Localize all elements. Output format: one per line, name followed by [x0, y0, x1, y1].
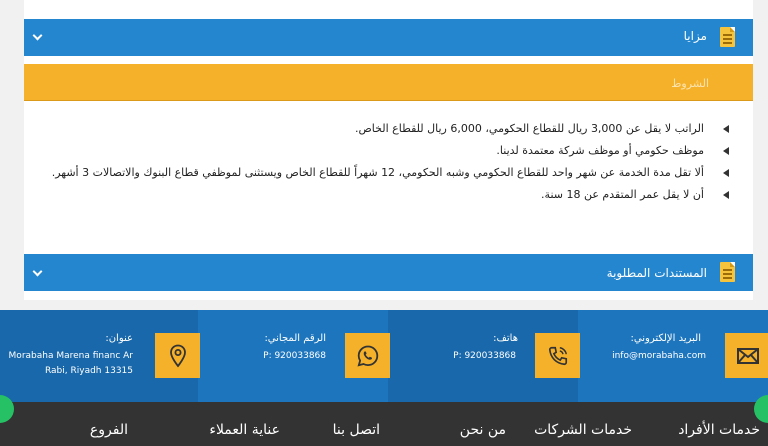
tollfree-value[interactable]: P: 920033868	[263, 351, 326, 361]
list-item: الراتب لا يقل عن 3,000 ريال للقطاع الحكومي، 6,000 ريال للقطاع الخاص.	[34, 118, 714, 140]
contact-phone	[388, 310, 578, 402]
address-title: عنوان:	[105, 333, 133, 344]
phone-icon[interactable]	[535, 333, 580, 378]
conditions-list	[34, 118, 714, 206]
list-item: موظف حكومي أو موظف شركة معتمدة لدينا.	[34, 140, 714, 162]
chevron-down-icon[interactable]	[33, 31, 43, 41]
accordion-documents[interactable]	[24, 254, 753, 291]
list-item: ألا تقل مدة الخدمة عن شهر واحد للقطاع الحكومي وشبه الحكومي، 12 شهراً للقطاع الخاص ويستثنى لموظفي قطاع البنوك والاتصالات 3 أشهر.	[34, 162, 714, 184]
accordion-advantages-title: مزايا	[683, 29, 707, 43]
document-icon	[720, 262, 735, 282]
tollfree-title: الرقم المجاني:	[264, 333, 326, 344]
phone-title: هاتف:	[493, 333, 518, 344]
whatsapp-icon[interactable]	[345, 333, 390, 378]
nav-item-individuals[interactable]: خدمات الأفراد	[678, 422, 760, 438]
email-value[interactable]: info@morabaha.com	[612, 351, 706, 361]
contact-tollfree	[198, 310, 388, 402]
contact-strip	[0, 310, 768, 402]
address-line2: Rabi, Riyadh 13315	[44, 366, 133, 376]
chevron-down-icon[interactable]	[33, 267, 43, 277]
contact-email	[578, 310, 768, 402]
accordion-documents-title: المستندات المطلوبة	[606, 266, 707, 280]
address-line1: Morabaha Marena financ Ar	[8, 351, 133, 361]
contact-address	[0, 310, 198, 402]
nav-item-companies[interactable]: خدمات الشركات	[534, 422, 632, 438]
list-item: أن لا يقل عمر المتقدم عن 18 سنة.	[34, 184, 714, 206]
phone-value[interactable]: P: 920033868	[453, 351, 516, 361]
nav-item-customer-care[interactable]: عناية العملاء	[209, 422, 280, 438]
envelope-icon[interactable]	[725, 333, 768, 378]
email-title: البريد الإلكتروني:	[630, 333, 701, 344]
footer-nav	[0, 402, 768, 446]
map-pin-icon[interactable]	[155, 333, 200, 378]
accordion-conditions-title: الشروط	[671, 77, 709, 90]
nav-item-about[interactable]: من نحن	[459, 422, 506, 438]
nav-item-branches[interactable]: الفروع	[89, 422, 128, 438]
accordion-conditions[interactable]	[24, 64, 753, 101]
document-icon	[720, 27, 735, 47]
accordion-advantages[interactable]	[24, 19, 753, 56]
nav-item-contact[interactable]: اتصل بنا	[332, 422, 380, 438]
